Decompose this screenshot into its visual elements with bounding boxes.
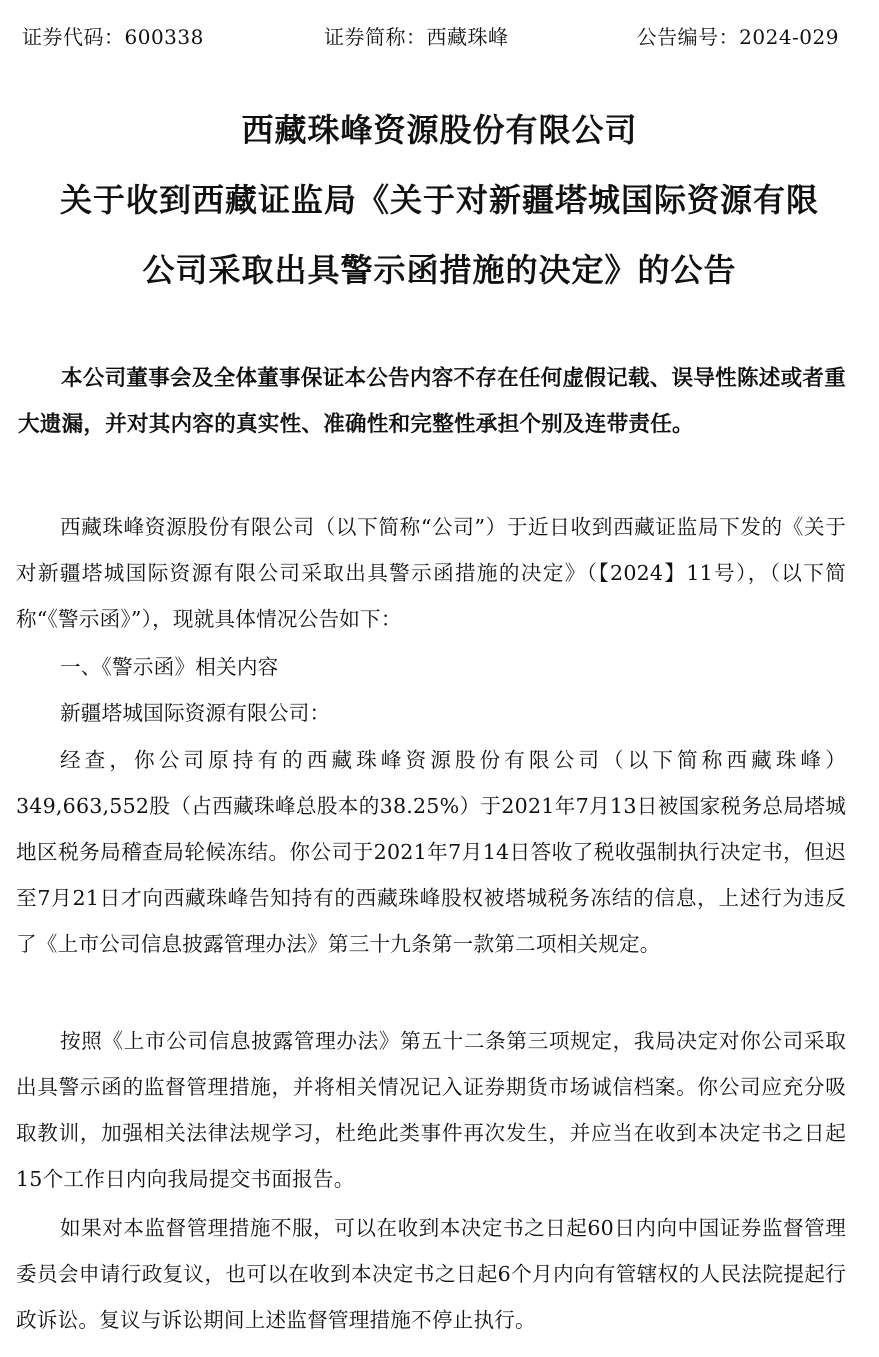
addressee: 新疆塔城国际资源有限公司： [60, 701, 331, 725]
document-header [22, 20, 839, 54]
stock-code: 证券代码：600338 [22, 25, 204, 49]
title-company: 西藏珠峰资源股份有限公司 [241, 111, 638, 149]
section-heading: 一、《警示函》相关内容 [60, 655, 279, 679]
stock-abbreviation: 证券简称：西藏珠峰 [324, 25, 509, 49]
board-statement: 本公司董事会及全体董事保证本公告内容不存在任何虚假记载、误导性陈述或者重大遗漏，并对其内容的真实性、准确性和完整性承担个别及连带责任。 [18, 366, 846, 437]
announcement-number: 公告编号：2024-029 [636, 25, 839, 49]
paragraph-appeal: 如果对本监督管理措施不服，可以在收到本决定书之日起60日内向中国证券监督管理委员会申请行政复议，也可以在收到本决定书之日起6个月内向有管辖权的人民法院提起行政诉讼。复议与诉讼期间上述监督管理措施不停止执行。 [16, 1216, 846, 1332]
paragraph-intro: 西藏珠峰资源股份有限公司（以下简称“公司”）于近日收到西藏证监局下发的《关于对新疆塔城国际资源有限公司采取出具警示函措施的决定》（【2024】11号），（以下简称“《警示函》”），现就具体情况公告如下： [16, 515, 846, 631]
paragraph-measures: 按照《上市公司信息披露管理办法》第五十二条第三项规定，我局决定对你公司采取出具警示函的监督管理措施，并将相关情况记入证券期货市场诚信档案。你公司应充分吸取教训，加强相关法律法规学习，杜绝此类事件再次发生，并应当在收到本决定书之日起15个工作日内向我局提交书面报告。 [16, 1029, 846, 1191]
title-line-3: 公司采取出具警示函措施的决定》的公告 [142, 251, 737, 289]
paragraph-findings: 经查，你公司原持有的西藏珠峰资源股份有限公司（以下简称西藏珠峰）349,663,552股（占西藏珠峰总股本的38.25%）于2021年7月13日被国家税务总局塔城地区税务局稽查局轮候冻结。你公司于2021年7月14日答收了税收强制执行决定书，但迟至7月21日才向西藏珠峰告知持有的西藏珠峰股权被塔城税务冻结的信息，上述行为违反了《上市公司信息披露管理办法》第三十九条第一款第二项相关规定。 [16, 748, 846, 956]
title-line-2: 关于收到西藏证监局《关于对新疆塔城国际资源有限 [59, 181, 819, 219]
